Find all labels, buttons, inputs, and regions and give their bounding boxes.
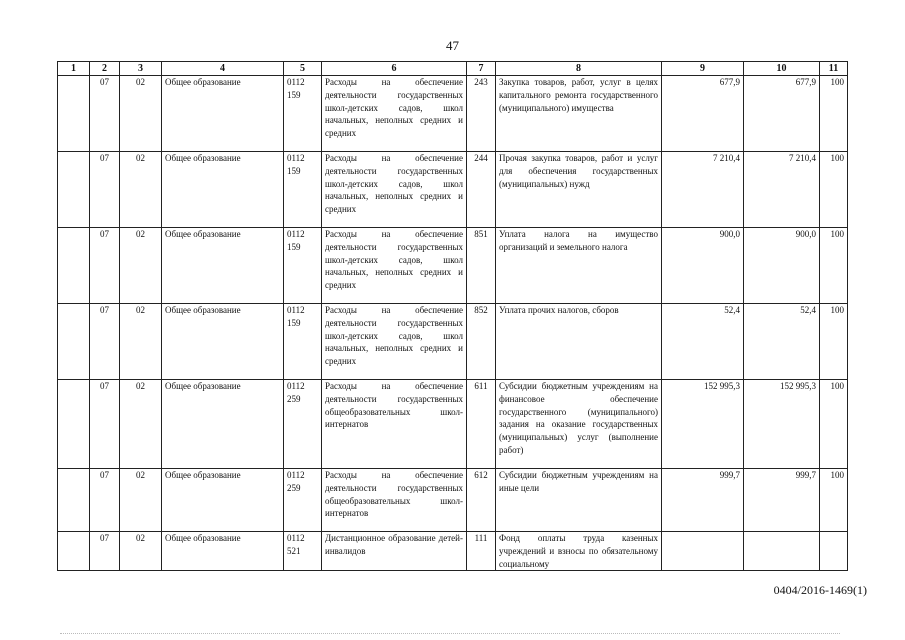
cell-section: 07	[90, 469, 120, 532]
cell-col1	[58, 304, 90, 380]
cell-expense-description: Расходы на обеспечение деятельности государственных школ-детских садов, школ начальных, неполных средних и средних	[322, 304, 467, 380]
cell-expense-type-name: Фонд оплаты труда казенных учреждений и взносы по обязательному социальному	[496, 532, 662, 571]
header-col-9: 9	[662, 62, 744, 76]
cell-section: 07	[90, 76, 120, 152]
header-col-4: 4	[162, 62, 284, 76]
cell-planned-amount: 677,9	[662, 76, 744, 152]
cell-target-code: 0112 159	[284, 76, 322, 152]
cell-percent	[820, 532, 848, 571]
cell-percent: 100	[820, 152, 848, 228]
cell-col1	[58, 152, 90, 228]
cell-target-code: 0112 159	[284, 304, 322, 380]
cell-expense-description: Расходы на обеспечение деятельности государственных школ-детских садов, школ начальных, неполных средних и средних	[322, 152, 467, 228]
cell-expense-type-name: Прочая закупка товаров, работ и услуг для обеспечения государственных (муниципальных) нужд	[496, 152, 662, 228]
cell-expense-type-name: Уплата налога на имущество организаций и земельного налога	[496, 228, 662, 304]
cell-section: 07	[90, 304, 120, 380]
cell-subsection: 02	[120, 532, 162, 571]
cell-percent: 100	[820, 76, 848, 152]
header-col-3: 3	[120, 62, 162, 76]
cell-percent: 100	[820, 228, 848, 304]
header-col-5: 5	[284, 62, 322, 76]
cell-executed-amount	[744, 532, 820, 571]
cell-executed-amount: 677,9	[744, 76, 820, 152]
budget-table	[57, 61, 848, 571]
header-col-1: 1	[58, 62, 90, 76]
cell-planned-amount	[662, 532, 744, 571]
cell-section: 07	[90, 152, 120, 228]
scan-bleed-line	[60, 633, 840, 635]
cell-target-code: 0112 521	[284, 532, 322, 571]
cell-target-code: 0112 259	[284, 380, 322, 469]
cell-expense-description: Расходы на обеспечение деятельности государственных общеобразовательных школ-интернатов	[322, 469, 467, 532]
cell-subsection: 02	[120, 304, 162, 380]
table-row	[58, 304, 848, 380]
cell-col1	[58, 76, 90, 152]
header-col-8: 8	[496, 62, 662, 76]
cell-subsection: 02	[120, 76, 162, 152]
table-row	[58, 152, 848, 228]
cell-expense-type: 111	[467, 532, 496, 571]
table-row	[58, 469, 848, 532]
header-col-2: 2	[90, 62, 120, 76]
cell-section: 07	[90, 228, 120, 304]
cell-expense-type-name: Субсидии бюджетным учреждениям на финансовое обеспечение государственного (муниципального) задания на оказание государственных (муниципальных) услуг (выполнение работ)	[496, 380, 662, 469]
cell-subsection: 02	[120, 380, 162, 469]
header-col-11: 11	[820, 62, 848, 76]
header-col-6: 6	[322, 62, 467, 76]
cell-target-code: 0112 259	[284, 469, 322, 532]
cell-percent: 100	[820, 380, 848, 469]
cell-executed-amount: 7 210,4	[744, 152, 820, 228]
cell-name: Общее образование	[162, 228, 284, 304]
cell-percent: 100	[820, 469, 848, 532]
cell-expense-description: Дистанционное образование детей-инвалидов	[322, 532, 467, 571]
table-row	[58, 76, 848, 152]
cell-executed-amount: 999,7	[744, 469, 820, 532]
cell-col1	[58, 469, 90, 532]
cell-expense-type: 612	[467, 469, 496, 532]
cell-expense-type: 851	[467, 228, 496, 304]
document-code: 0404/2016-1469(1)	[773, 583, 867, 597]
cell-name: Общее образование	[162, 304, 284, 380]
cell-name: Общее образование	[162, 532, 284, 571]
cell-target-code: 0112 159	[284, 228, 322, 304]
cell-name: Общее образование	[162, 469, 284, 532]
cell-expense-type: 852	[467, 304, 496, 380]
cell-expense-description: Расходы на обеспечение деятельности государственных школ-детских садов, школ начальных, неполных средних и средних	[322, 228, 467, 304]
cell-expense-type: 611	[467, 380, 496, 469]
cell-col1	[58, 532, 90, 571]
cell-section: 07	[90, 380, 120, 469]
cell-expense-type: 243	[467, 76, 496, 152]
table-row	[58, 380, 848, 469]
cell-target-code: 0112 159	[284, 152, 322, 228]
cell-name: Общее образование	[162, 380, 284, 469]
header-row	[58, 62, 848, 76]
cell-expense-type-name: Уплата прочих налогов, сборов	[496, 304, 662, 380]
cell-planned-amount: 52,4	[662, 304, 744, 380]
cell-section: 07	[90, 532, 120, 571]
cell-subsection: 02	[120, 228, 162, 304]
cell-subsection: 02	[120, 152, 162, 228]
cell-name: Общее образование	[162, 152, 284, 228]
page-number: 47	[446, 38, 459, 53]
cell-col1	[58, 228, 90, 304]
cell-name: Общее образование	[162, 76, 284, 152]
cell-executed-amount: 52,4	[744, 304, 820, 380]
cell-expense-description: Расходы на обеспечение деятельности государственных общеобразовательных школ-интернатов	[322, 380, 467, 469]
cell-subsection: 02	[120, 469, 162, 532]
cell-planned-amount: 152 995,3	[662, 380, 744, 469]
header-col-7: 7	[467, 62, 496, 76]
table-row	[58, 228, 848, 304]
cell-col1	[58, 380, 90, 469]
cell-executed-amount: 900,0	[744, 228, 820, 304]
header-col-10: 10	[744, 62, 820, 76]
table-row	[58, 532, 848, 571]
cell-planned-amount: 900,0	[662, 228, 744, 304]
cell-executed-amount: 152 995,3	[744, 380, 820, 469]
cell-expense-description: Расходы на обеспечение деятельности государственных школ-детских садов, школ начальных, неполных средних и средних	[322, 76, 467, 152]
cell-planned-amount: 999,7	[662, 469, 744, 532]
cell-expense-type-name: Субсидии бюджетным учреждениям на иные цели	[496, 469, 662, 532]
cell-expense-type-name: Закупка товаров, работ, услуг в целях капитального ремонта государственного (муниципального) имущества	[496, 76, 662, 152]
cell-planned-amount: 7 210,4	[662, 152, 744, 228]
cell-expense-type: 244	[467, 152, 496, 228]
cell-percent: 100	[820, 304, 848, 380]
